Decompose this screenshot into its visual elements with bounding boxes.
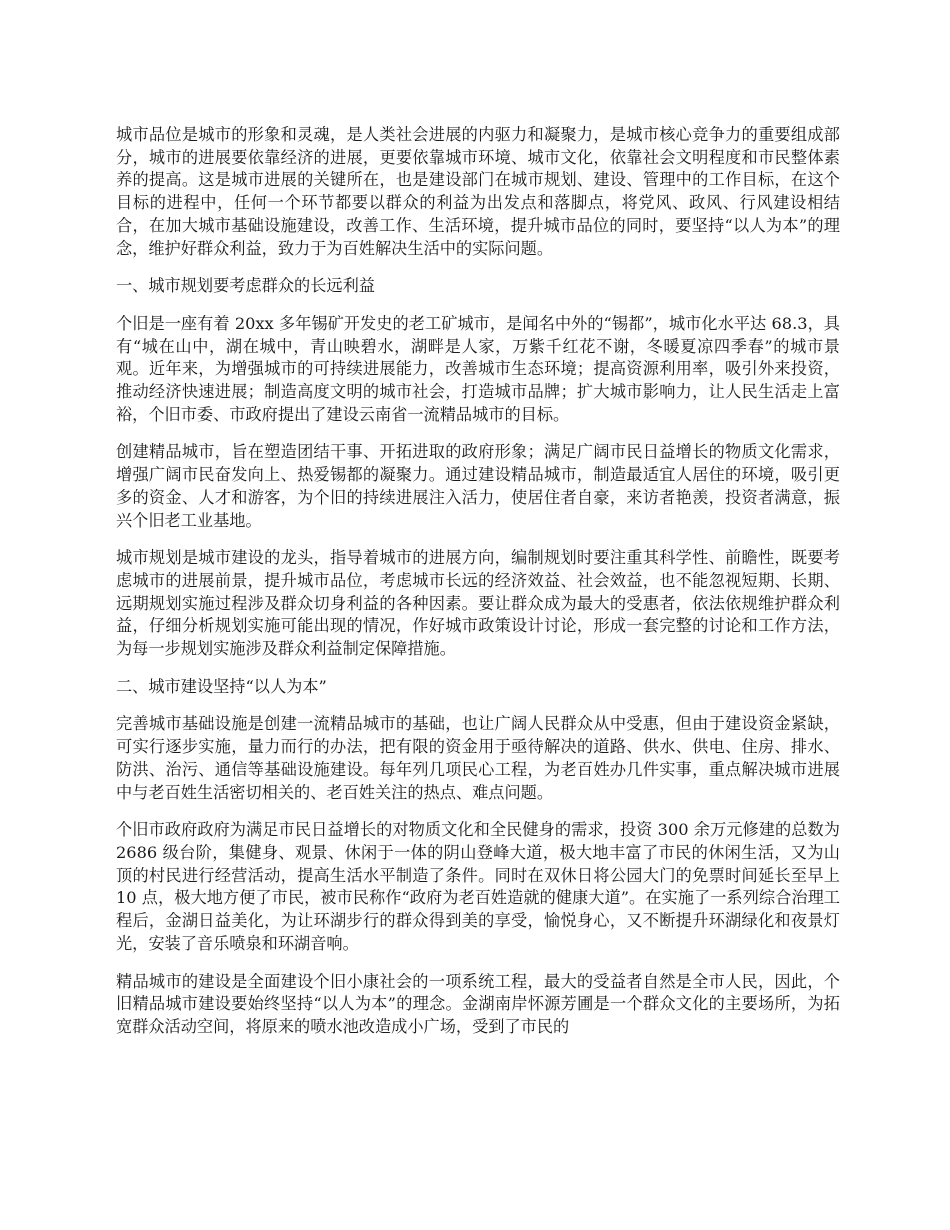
body-paragraph: 创建精品城市，旨在塑造团结干事、开拓进取的政府形象；满足广阔市民日益增长的物质文化需求，增强广阔市民奋发向上、热爱锡都的凝聚力。通过建设精品城市，制造最适宜人居住的环境，吸引更多的资金、人才和游客，为个旧的持续进展注入活力，使居住者自豪，来访者艳羡，投资者满意，振兴个旧老工业基地。 bbox=[116, 442, 840, 530]
intro-paragraph: 城市品位是城市的形象和灵魂，是人类社会进展的内驱力和凝聚力，是城市核心竞争力的重要组成部分，城市的进展要依靠经济的进展，更要依靠城市环境、城市文化，依靠社会文明程度和市民整体素养的提高。这是城市进展的关键所在，也是建设部门在城市规划、建设、管理中的工作目标，在这个目标的进程中，任何一个环节都要以群众的利益为出发点和落脚点，将党风、政风、行风建设相结合，在加大城市基础设施建设，改善工作、生活环境，提升城市品位的同时，要坚持“以人为本”的理念，维护好群众利益，致力于为百姓解决生活中的实际问题。 bbox=[116, 125, 840, 258]
body-paragraph: 个旧是一座有着 20xx 多年锡矿开发史的老工矿城市，是闻名中外的“锡都”，城市化水平达 68.3，具有“城在山中，湖在城中，青山映碧水，湖畔是人家，万紫千红花不谢，冬暖夏凉四季春”的城市景观。近年来，为增强城市的可持续进展能力，改善城市生态环境；提高资源利用率，吸引外来投资，推动经济快速进展；制造高度文明的城市社会，打造城市品牌；扩大城市影响力，让人民生活走上富裕，个旧市委、市政府提出了建设云南省一流精品城市的目标。 bbox=[116, 313, 840, 424]
section-heading-2: 二、城市建设坚持“以人为本” bbox=[116, 676, 327, 696]
document-body bbox=[116, 124, 840, 1054]
body-paragraph: 城市规划是城市建设的龙头，指导着城市的进展方向，编制规划时要注重其科学性、前瞻性，既要考虑城市的进展前景，提升城市品位，考虑城市长远的经济效益、社会效益，也不能忽视短期、长期、远期规划实施过程涉及群众切身利益的各种因素。要让群众成为最大的受惠者，依法依规维护群众利益，仔细分析规划实施可能出现的情况，作好城市政策设计讨论，形成一套完整的讨论和工作方法，为每一步规划实施涉及群众利益制定保障措施。 bbox=[116, 548, 840, 659]
body-paragraph: 完善城市基础设施是创建一流精品城市的基础，也让广阔人民群众从中受惠，但由于建设资金紧缺，可实行逐步实施，量力而行的办法，把有限的资金用于亟待解决的道路、供水、供电、住房、排水、防洪、治污、通信等基础设施建设。每年列几项民心工程，为老百姓办几件实事，重点解决城市进展中与老百姓生活密切相关的、老百姓关注的热点、难点问题。 bbox=[116, 714, 840, 802]
body-paragraph: 个旧市政府政府为满足市民日益增长的对物质文化和全民健身的需求，投资 300 余万元修建的总数为 2686 级台阶，集健身、观景、休闲于一体的阴山登峰大道，极大地丰富了市民的休闲生活，又为山顶的村民进行经营活动，提高生活水平制造了条件。同时在双休日将公园大门的免票时间延长至早上 10 点，极大地方便了市民，被市民称作“政府为老百姓造就的健康大道”。在实施了一系列综合治理工程后，金湖日益美化，为让环湖步行的群众得到美的享受，愉悦身心，又不断提升环湖绿化和夜景灯光，安装了音乐喷泉和环湖音响。 bbox=[116, 820, 840, 953]
section-heading-1: 一、城市规划要考虑群众的长远利益 bbox=[116, 276, 375, 296]
body-paragraph: 精品城市的建设是全面建设个旧小康社会的一项系统工程，最大的受益者自然是全市人民，因此，个旧精品城市建设要始终坚持“以人为本”的理念。金湖南岸怀源芳圃是一个群众文化的主要场所，为拓宽群众活动空间，将原来的喷水池改造成小广场，受到了市民的 bbox=[116, 971, 840, 1036]
